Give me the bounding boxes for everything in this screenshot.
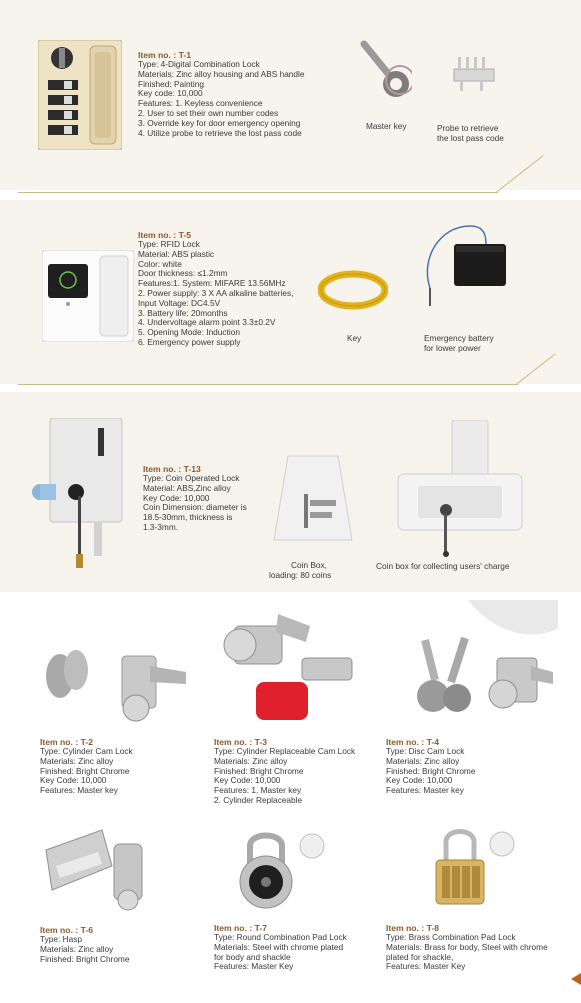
t4-line: Materials: Zinc alloy bbox=[386, 755, 460, 766]
t8-item-title: Item no. : T-8 bbox=[386, 923, 439, 933]
t5-line: 5. Opening Mode: Induction bbox=[138, 327, 240, 338]
t2-line: Finished: Bright Chrome bbox=[40, 765, 130, 776]
t3-line: Key Code: 10,000 bbox=[214, 775, 281, 786]
t4-line: Key Code: 10,000 bbox=[386, 775, 453, 786]
t6-spec-block bbox=[40, 925, 129, 964]
coin-collector-image bbox=[396, 420, 524, 560]
t3-line: 2. Cylinder Replaceable bbox=[214, 794, 303, 805]
t4-line: Finished: Bright Chrome bbox=[386, 765, 476, 776]
t1-line: Features: 1. Keyless convenience bbox=[138, 98, 263, 109]
t2-line: Key Code: 10,000 bbox=[40, 775, 107, 786]
t5-item-title: Item no. : T-5 bbox=[138, 230, 191, 240]
t8-line: plated for shackle, bbox=[386, 951, 454, 962]
master-key-image bbox=[356, 38, 412, 102]
decorative-swoosh bbox=[468, 600, 558, 640]
t8-line: Materials: Brass for body, Steel with chrome bbox=[386, 941, 548, 952]
t5-line: 2. Power supply: 3 X AA alkaline batteries, bbox=[138, 287, 294, 298]
t3-replaceable-cam-lock-image bbox=[220, 612, 370, 732]
t13-spec-block bbox=[143, 464, 247, 533]
battery-caption-2: for lower power bbox=[424, 343, 481, 353]
t1-item-title: Item no. : T-1 bbox=[138, 50, 191, 60]
t8-brass-padlock-image bbox=[432, 826, 522, 912]
t13-item-title: Item no. : T-13 bbox=[143, 464, 201, 474]
t8-spec-block bbox=[386, 923, 548, 972]
divider bbox=[18, 192, 498, 193]
coin-collector-caption: Coin box for collecting users' charge bbox=[376, 561, 510, 571]
t1-line: Type: 4-Digital Combination Lock bbox=[138, 59, 260, 69]
t1-spec-block bbox=[138, 50, 305, 138]
divider bbox=[18, 384, 518, 385]
t5-line: Color: white bbox=[138, 258, 182, 269]
probe-caption-2: the lost pass code bbox=[437, 133, 504, 143]
t7-spec-block bbox=[214, 923, 347, 972]
t5-line: Type: RFID Lock bbox=[138, 239, 200, 249]
t13-line: Coin Dimension: diameter is bbox=[143, 502, 247, 513]
master-key-caption: Master key bbox=[366, 121, 407, 131]
t13-line: 1.3-3mm. bbox=[143, 521, 179, 532]
t2-spec-block bbox=[40, 737, 133, 796]
t3-line: Features: 1. Master key bbox=[214, 785, 302, 796]
t5-spec-block bbox=[138, 230, 293, 348]
t3-item-title: Item no. : T-3 bbox=[214, 737, 267, 747]
t2-cam-lock-image bbox=[40, 646, 190, 724]
t4-item-title: Item no. : T-4 bbox=[386, 737, 439, 747]
wristband-key-image bbox=[318, 268, 388, 310]
t4-spec-block bbox=[386, 737, 475, 796]
t2-item-title: Item no. : T-2 bbox=[40, 737, 93, 747]
t7-item-title: Item no. : T-7 bbox=[214, 923, 267, 933]
t2-line: Features: Master key bbox=[40, 785, 118, 796]
t7-padlock-image bbox=[238, 826, 328, 912]
rfid-lock-image bbox=[42, 250, 134, 342]
t13-line: Material: ABS,Zinc alloy bbox=[143, 482, 231, 493]
t7-line: Materials: Steel with chrome plated bbox=[214, 941, 344, 952]
t4-line: Type: Disc Cam Lock bbox=[386, 746, 465, 756]
t5-line: 3. Battery life: 20months bbox=[138, 307, 228, 318]
t2-line: Materials: Zinc alloy bbox=[40, 755, 114, 766]
t1-line: Key code: 10,000 bbox=[138, 88, 203, 99]
t1-line: Materials: Zinc alloy housing and ABS handle bbox=[138, 68, 305, 79]
t7-line: Features: Master Key bbox=[214, 961, 294, 972]
combination-lock-image bbox=[38, 40, 122, 150]
t1-line: 2. User to set their own number codes bbox=[138, 107, 279, 118]
t13-line: 18.5-30mm, thickness is bbox=[143, 512, 233, 523]
t5-line: Input Voltage: DC4.5V bbox=[138, 297, 221, 308]
t6-line: Finished: Bright Chrome bbox=[40, 953, 130, 964]
t13-line: Key Code: 10,000 bbox=[143, 492, 210, 503]
t5-line: 6. Emergency power supply bbox=[138, 336, 241, 347]
coin-lock-image bbox=[32, 418, 128, 570]
key-caption: Key bbox=[347, 333, 362, 343]
t5-line: Features:1. System: MIFARE 13.56MHz bbox=[138, 278, 286, 289]
t5-line: Material: ABS plastic bbox=[138, 248, 215, 259]
coin-box-caption-2: loading: 80 coins bbox=[269, 570, 332, 580]
t6-line: Type: Hasp bbox=[40, 934, 82, 944]
t4-disc-cam-lock-image bbox=[405, 636, 555, 724]
t5-line: 4. Undervoltage alarm point 3.3±0.2V bbox=[138, 317, 276, 328]
t1-line: Finished: Painting bbox=[138, 78, 204, 89]
probe-image bbox=[450, 55, 500, 95]
t1-line: 4. Utilize probe to retrieve the lost pass code bbox=[138, 127, 302, 138]
t2-line: Type: Cylinder Cam Lock bbox=[40, 746, 133, 756]
probe-caption-1: Probe to retrieve bbox=[437, 123, 499, 133]
t6-item-title: Item no. : T-6 bbox=[40, 925, 93, 935]
emergency-battery-image bbox=[420, 218, 510, 310]
t3-line: Type: Cylinder Replaceable Cam Lock bbox=[214, 746, 356, 756]
coin-box-image bbox=[270, 452, 356, 544]
t13-line: Type: Coin Operated Lock bbox=[143, 473, 240, 483]
t3-line: Materials: Zinc alloy bbox=[214, 755, 288, 766]
t6-hasp-image bbox=[42, 826, 158, 912]
t8-line: Type: Brass Combination Pad Lock bbox=[386, 932, 516, 942]
t7-line: Type: Round Combination Pad Lock bbox=[214, 932, 347, 942]
t3-spec-block bbox=[214, 737, 355, 806]
t1-line: 3. Override key for door emergency opening bbox=[138, 117, 301, 128]
t4-line: Features: Master key bbox=[386, 785, 464, 796]
t3-line: Finished: Bright Chrome bbox=[214, 765, 304, 776]
t5-line: Door thickness: ≤1.2mm bbox=[138, 268, 228, 279]
battery-caption-1: Emergency battery bbox=[424, 333, 494, 343]
coin-box-caption-1: Coin Box, bbox=[291, 560, 327, 570]
t6-line: Materials: Zinc alloy bbox=[40, 943, 114, 954]
page-corner-arrow-icon bbox=[571, 973, 581, 985]
t7-line: for body and shackle bbox=[214, 951, 291, 962]
t8-line: Features: Master Key bbox=[386, 961, 466, 972]
